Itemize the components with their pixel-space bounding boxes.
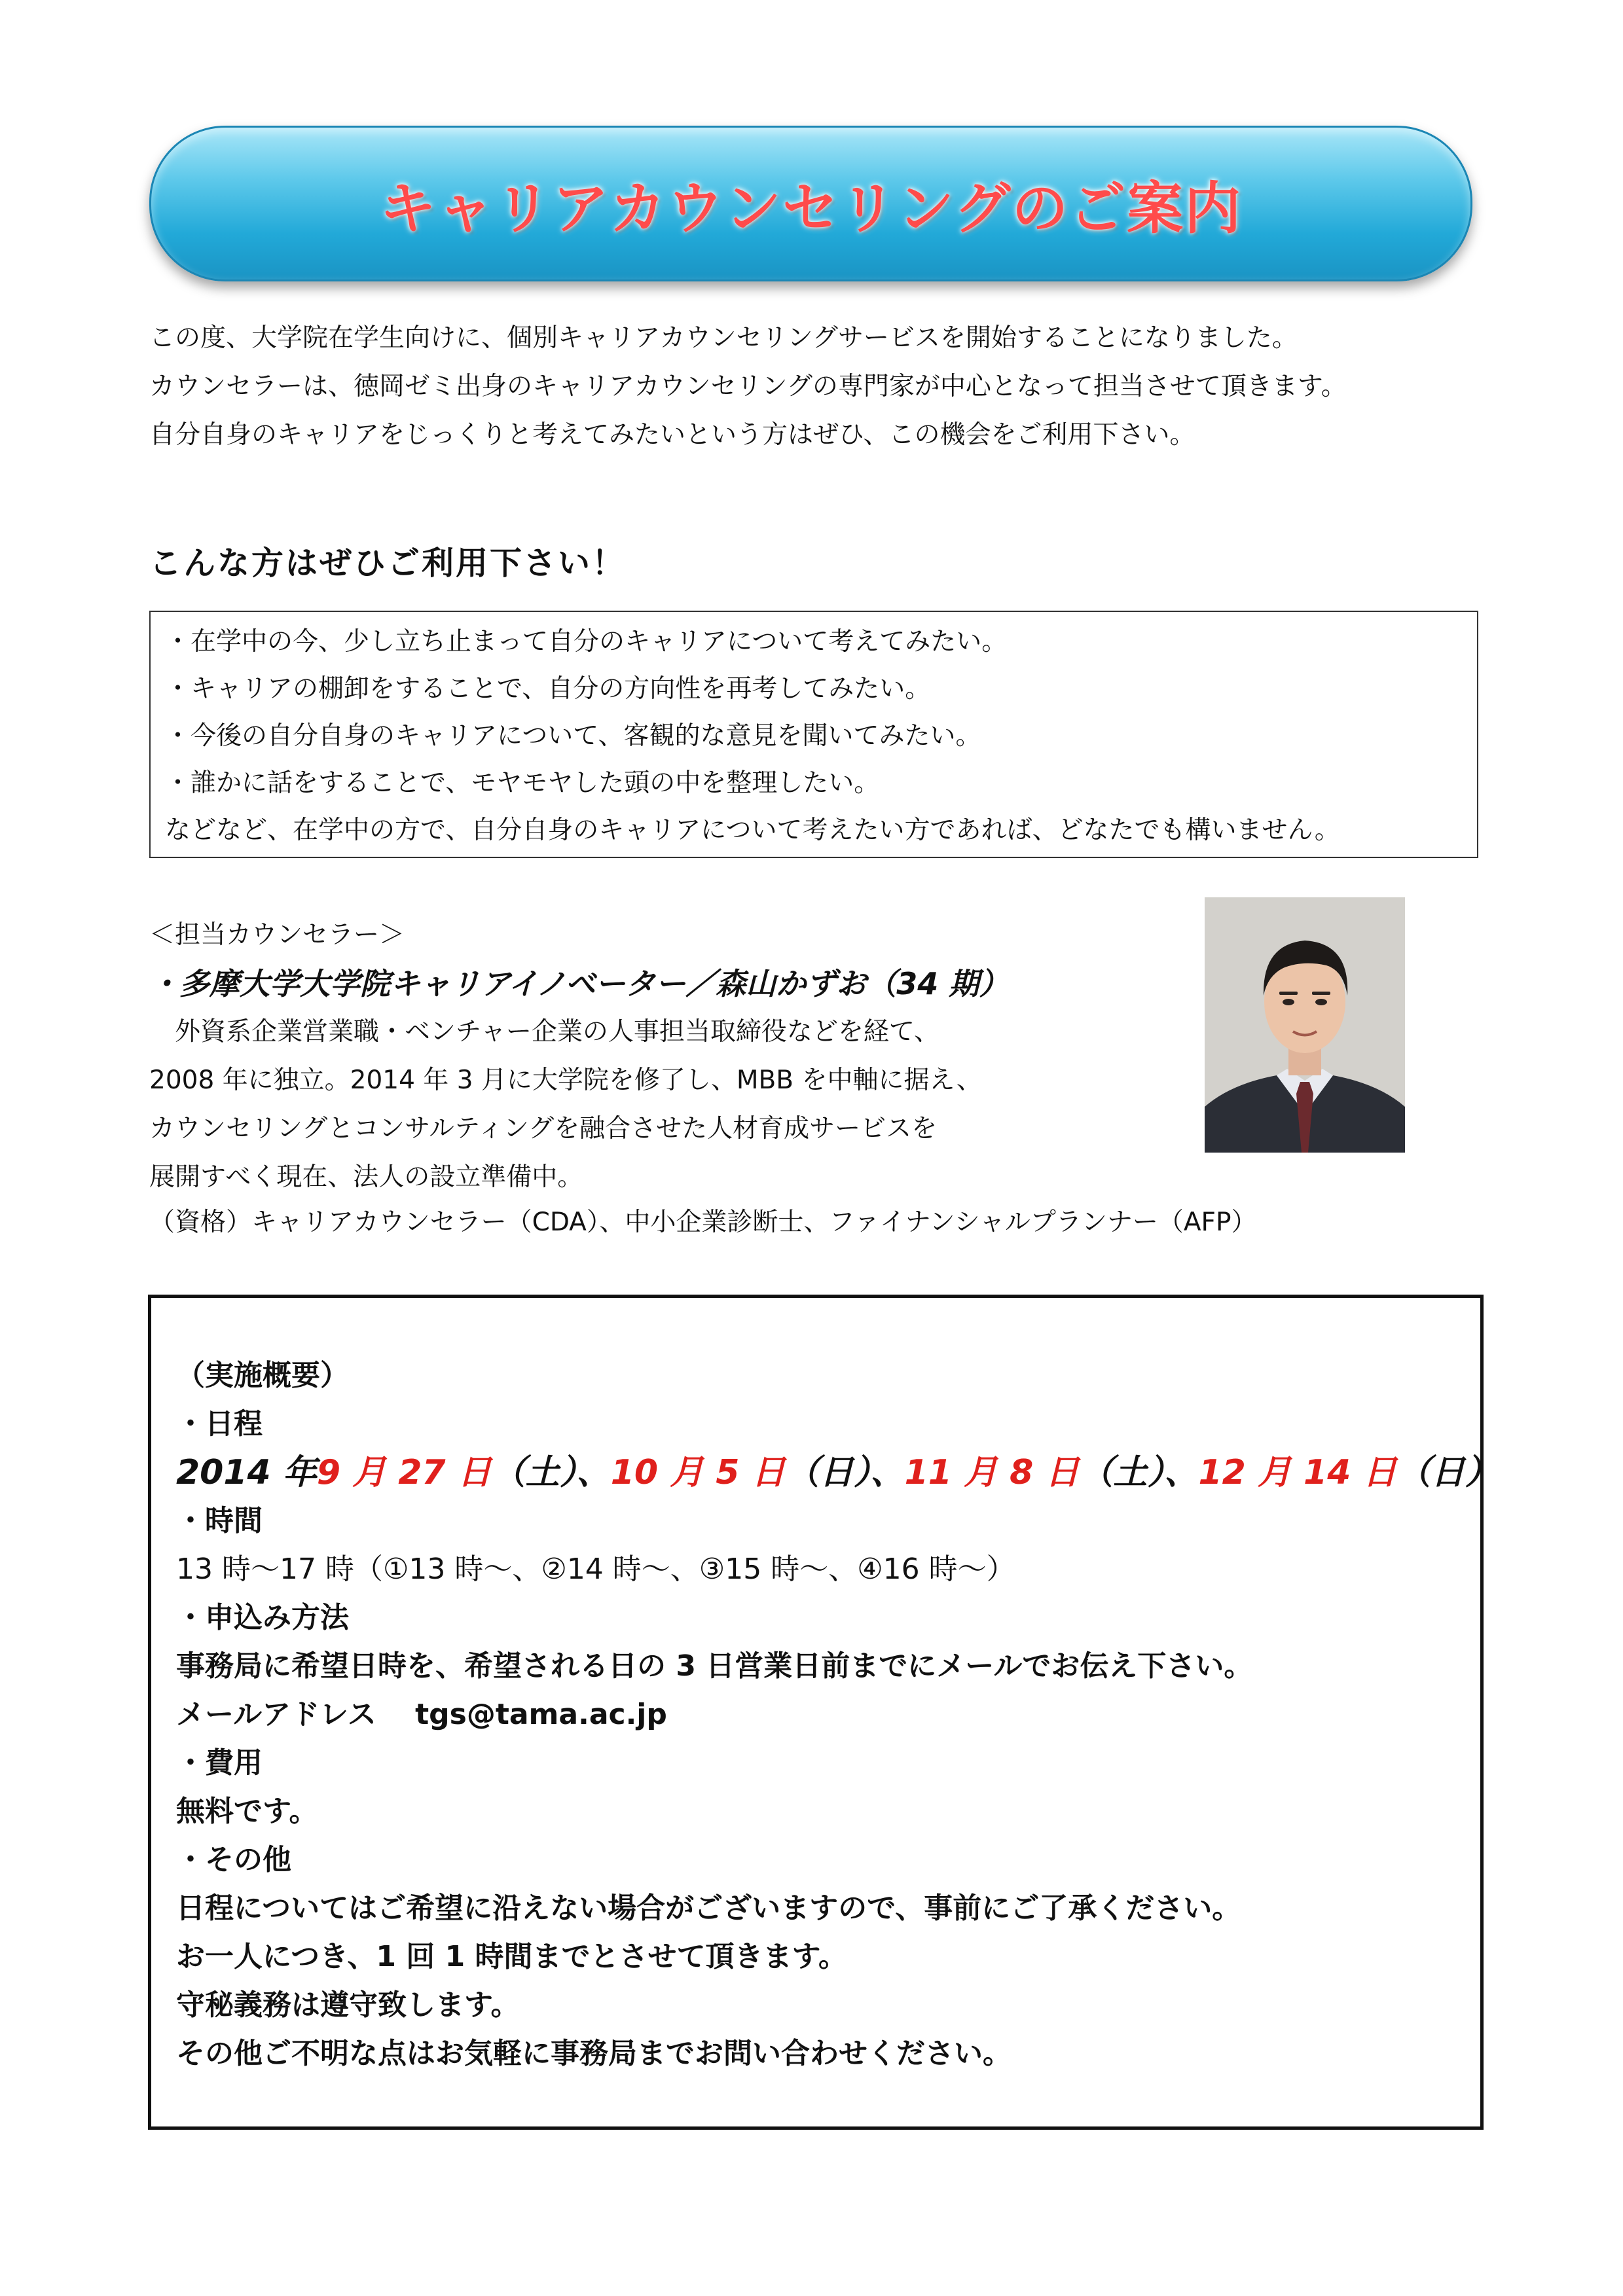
target-item-4: ・誰かに話をすることで、モヤモヤした頭の中を整理したい。 — [165, 768, 880, 798]
counselor-section-label: ＜担当カウンセラー＞ — [149, 920, 405, 950]
other-line-4: その他ご不明な点はお気軽に事務局までお問い合わせください。 — [176, 2037, 1012, 2070]
schedule-date-1: 9 月 27 日 — [316, 1453, 492, 1492]
fee-label: ・費用 — [176, 1746, 263, 1780]
apply-label: ・申込み方法 — [176, 1601, 349, 1634]
schedule-weekday-1: （土）、 — [491, 1453, 611, 1492]
other-label: ・その他 — [176, 1843, 291, 1876]
email-line: メールアドレス tgs@tama.ac.jp — [176, 1698, 667, 1731]
intro-line-3: 自分自身のキャリアをじっくりと考えてみたいという方はぜひ、この機会をご利用下さい。 — [149, 420, 1195, 450]
portrait-illustration — [1205, 897, 1405, 1153]
schedule-date-2: 10 月 5 日 — [610, 1453, 786, 1492]
time-label: ・時間 — [176, 1504, 263, 1537]
counselor-bio-4: 展開すべく現在、法人の設立準備中。 — [149, 1162, 583, 1192]
other-line-2: お一人につき、1 回 1 時間までとさせて頂きます。 — [176, 1940, 848, 1973]
target-heading: こんな方はぜひご利用下さい！ — [149, 545, 627, 582]
schedule-year: 2014 年 — [176, 1453, 317, 1492]
title-banner — [149, 126, 1472, 281]
other-line-1: 日程についてはご希望に沿えない場合がございますので、事前にご了承ください。 — [176, 1892, 1241, 1925]
target-item-2: ・キャリアの棚卸をすることで、自分の方向性を再考してみたい。 — [165, 674, 931, 704]
schedule-weekday-2: （日）、 — [785, 1453, 905, 1492]
counselor-photo — [1205, 897, 1405, 1153]
target-item-5: などなど、在学中の方で、自分自身のキャリアについて考えたい方であれば、どなたでも構いません。 — [165, 816, 1340, 845]
fee-value: 無料です。 — [176, 1795, 318, 1828]
schedule-dates — [176, 1448, 1499, 1497]
counselor-qualifications: （資格）キャリアカウンセラー（CDA）、中小企業診断士、ファイナンシャルプランナー（AFP） — [149, 1208, 1257, 1237]
target-item-3: ・今後の自分自身のキャリアについて、客観的な意見を聞いてみたい。 — [165, 721, 981, 751]
intro-line-1: この度、大学院在学生向けに、個別キャリアカウンセリングサービスを開始することになりました。 — [149, 323, 1298, 353]
counselor-bio-2: 2008 年に独立。2014 年 3 月に大学院を修了し、MBB を中軸に据え、 — [149, 1066, 982, 1095]
counselor-bio-1: 外資系企業営業職・ベンチャー企業の人事担当取締役などを経て、 — [149, 1017, 940, 1047]
page-title: キャリアカウンセリングのご案内 — [379, 176, 1243, 242]
counselor-name: ・多摩大学大学院キャリアイノベーター／森山かずお（34 期） — [149, 966, 1010, 1001]
overview-box — [148, 1295, 1499, 2130]
schedule-date-4: 12 月 14 日 — [1198, 1453, 1397, 1492]
overview-heading: （実施概要） — [176, 1359, 349, 1392]
schedule-weekday-3: （土）、 — [1079, 1453, 1199, 1492]
schedule-weekday-4: （日） — [1396, 1453, 1499, 1492]
counselor-section — [149, 911, 1197, 1202]
other-line-3: 守秘義務は遵守致します。 — [176, 1988, 520, 2022]
target-item-1: ・在学中の今、少し立ち止まって自分のキャリアについて考えてみたい。 — [165, 627, 1008, 656]
counselor-bio-3: カウンセリングとコンサルティングを融合させた人材育成サービスを — [149, 1114, 938, 1143]
time-value: 13 時～17 時（①13 時～、②14 時～、③15 時～、④16 時～） — [176, 1552, 1015, 1586]
schedule-label: ・日程 — [176, 1407, 263, 1441]
intro-text — [149, 314, 1491, 459]
target-list-box — [149, 611, 1478, 858]
intro-line-2: カウンセラーは、徳岡ゼミ出身のキャリアカウンセリングの専門家が中心となって担当させて頂きます。 — [149, 372, 1347, 401]
apply-value: 事務局に希望日時を、希望される日の 3 日営業日前までにメールでお伝え下さい。 — [176, 1649, 1253, 1683]
schedule-date-3: 11 月 8 日 — [904, 1453, 1080, 1492]
